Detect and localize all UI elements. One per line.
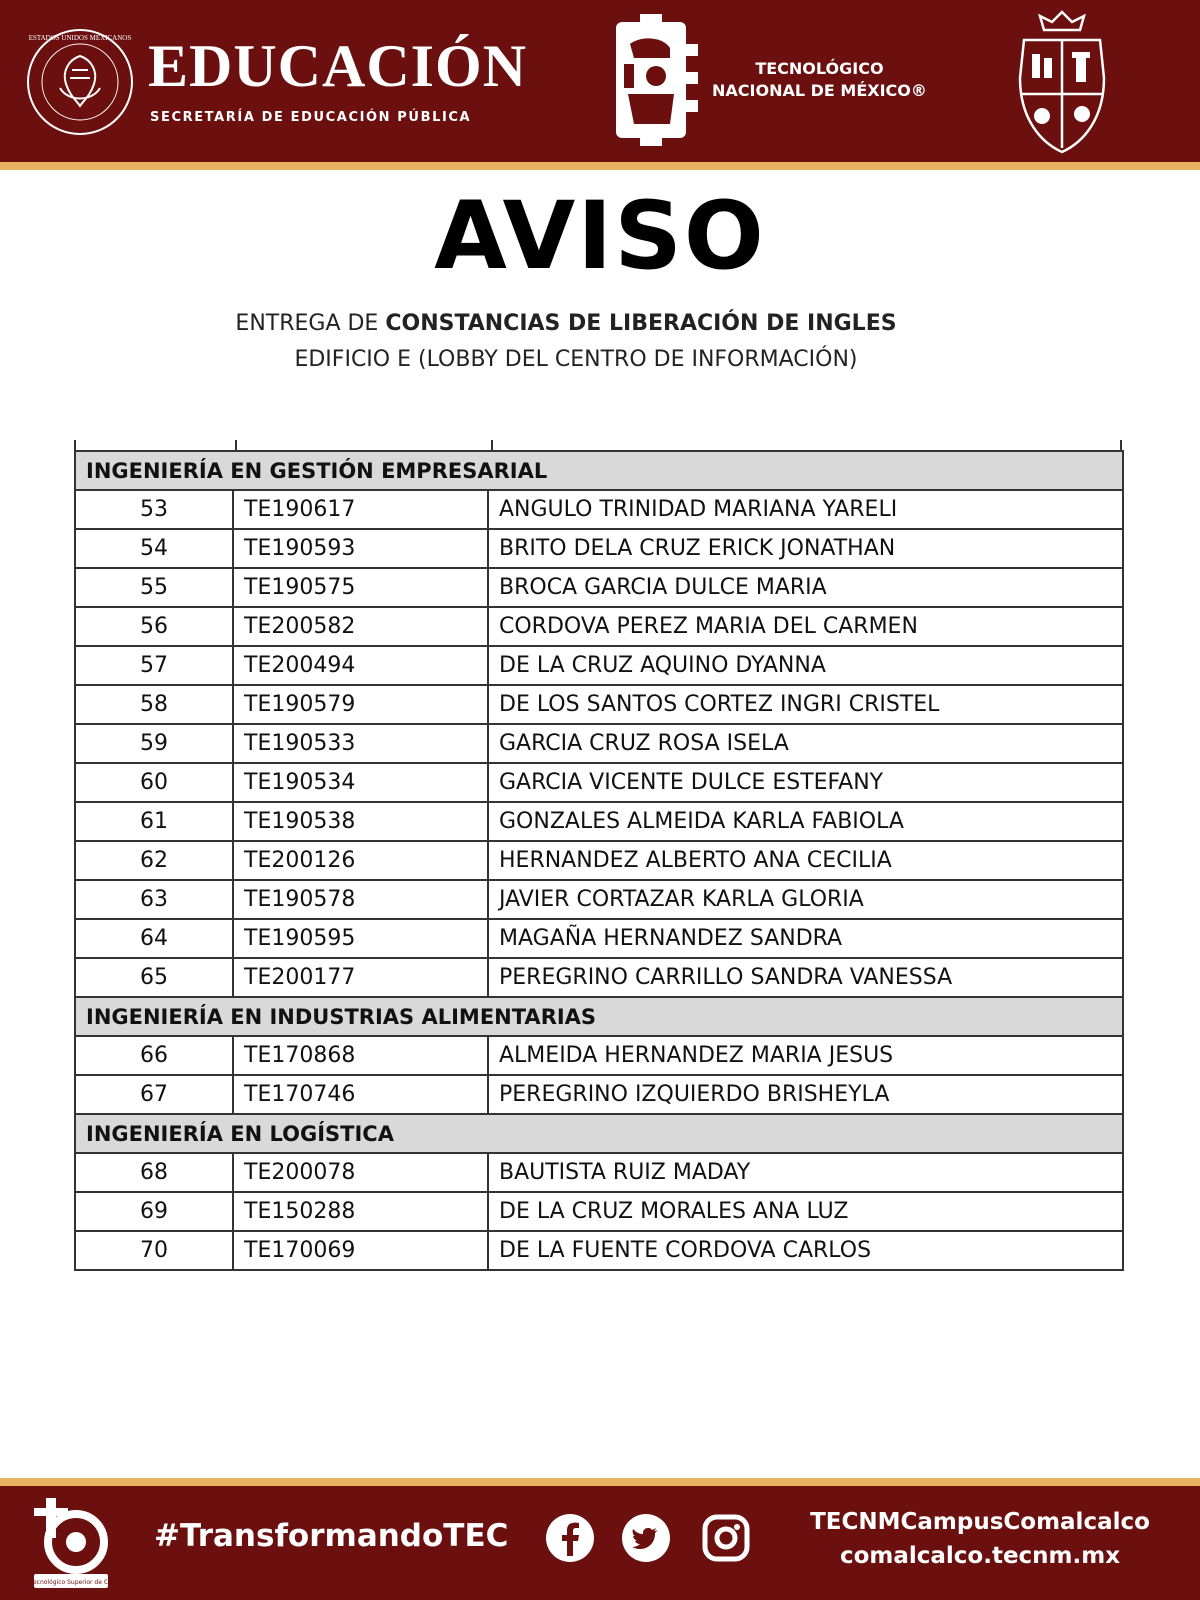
student-name: MAGAÑA HERNANDEZ SANDRA <box>488 919 1123 958</box>
row-number: 55 <box>75 568 233 607</box>
table-row <box>75 646 1123 685</box>
control-number: TE190533 <box>233 724 488 763</box>
control-number: TE170069 <box>233 1231 488 1270</box>
table-row <box>75 919 1123 958</box>
control-number: TE200494 <box>233 646 488 685</box>
mexican-seal-icon <box>24 26 136 138</box>
table-row <box>75 607 1123 646</box>
row-number: 64 <box>75 919 233 958</box>
row-number: 63 <box>75 880 233 919</box>
tecnm-gear-logo-icon <box>610 14 706 146</box>
section-header-row <box>75 1114 1123 1153</box>
student-name: JAVIER CORTAZAR KARLA GLORIA <box>488 880 1123 919</box>
student-name: GARCIA CRUZ ROSA ISELA <box>488 724 1123 763</box>
student-name: DE LA CRUZ AQUINO DYANNA <box>488 646 1123 685</box>
table-row <box>75 724 1123 763</box>
control-number: TE190617 <box>233 490 488 529</box>
footer-gold-stripe <box>0 1478 1200 1486</box>
control-number: TE190534 <box>233 763 488 802</box>
table-row <box>75 1153 1123 1192</box>
section-title: INGENIERÍA EN INDUSTRIAS ALIMENTARIAS <box>75 997 1123 1036</box>
notice-line1-prefix: ENTREGA DE <box>235 311 386 336</box>
student-name: GARCIA VICENTE DULCE ESTEFANY <box>488 763 1123 802</box>
section-header-row <box>75 451 1123 490</box>
control-number: TE150288 <box>233 1192 488 1231</box>
table-row <box>75 763 1123 802</box>
row-number: 70 <box>75 1231 233 1270</box>
student-name: DE LOS SANTOS CORTEZ INGRI CRISTEL <box>488 685 1123 724</box>
table-row <box>75 1231 1123 1270</box>
table-row <box>75 841 1123 880</box>
section-header-row <box>75 997 1123 1036</box>
social-handle[interactable]: TECNMCampusComalcalco <box>810 1509 1150 1535</box>
table-row <box>75 529 1123 568</box>
facebook-icon[interactable] <box>544 1512 596 1564</box>
table-row <box>75 880 1123 919</box>
table-row <box>75 1036 1123 1075</box>
section-title: INGENIERÍA EN LOGÍSTICA <box>75 1114 1123 1153</box>
table-row <box>75 1192 1123 1231</box>
table-row <box>75 958 1123 997</box>
student-name: BAUTISTA RUIZ MADAY <box>488 1153 1123 1192</box>
control-number: TE190538 <box>233 802 488 841</box>
control-number: TE190579 <box>233 685 488 724</box>
instagram-icon[interactable] <box>700 1512 752 1564</box>
website-link[interactable]: comalcalco.tecnm.mx <box>839 1543 1121 1569</box>
table-row <box>75 802 1123 841</box>
row-number: 60 <box>75 763 233 802</box>
section-title: INGENIERÍA EN GESTIÓN EMPRESARIAL <box>75 451 1123 490</box>
notice-line1-bold: CONSTANCIAS DE LIBERACIÓN DE INGLES <box>385 311 897 336</box>
student-name: BRITO DELA CRUZ ERICK JONATHAN <box>488 529 1123 568</box>
row-number: 62 <box>75 841 233 880</box>
control-number: TE190578 <box>233 880 488 919</box>
student-name: DE LA CRUZ MORALES ANA LUZ <box>488 1192 1123 1231</box>
row-number: 65 <box>75 958 233 997</box>
student-name: ANGULO TRINIDAD MARIANA YARELI <box>488 490 1123 529</box>
row-number: 69 <box>75 1192 233 1231</box>
row-number: 59 <box>75 724 233 763</box>
student-table <box>74 440 1122 1271</box>
row-number: 53 <box>75 490 233 529</box>
student-name: GONZALES ALMEIDA KARLA FABIOLA <box>488 802 1123 841</box>
table-row <box>75 568 1123 607</box>
row-number: 58 <box>75 685 233 724</box>
control-number: TE170746 <box>233 1075 488 1114</box>
control-number: TE170868 <box>233 1036 488 1075</box>
control-number: TE200126 <box>233 841 488 880</box>
student-name: ALMEIDA HERNANDEZ MARIA JESUS <box>488 1036 1123 1075</box>
row-number: 68 <box>75 1153 233 1192</box>
control-number: TE190575 <box>233 568 488 607</box>
tecnm-line2: NACIONAL DE MÉXICO® <box>712 81 927 100</box>
table-row <box>75 1075 1123 1114</box>
svg-text:Instituto Tecnológico Superior: Instituto Tecnológico Superior de Comalcalco <box>3 1579 139 1586</box>
control-number: TE200078 <box>233 1153 488 1192</box>
row-number: 54 <box>75 529 233 568</box>
footer-contact <box>780 1505 1180 1573</box>
row-number: 61 <box>75 802 233 841</box>
table-row <box>75 490 1123 529</box>
student-name: BROCA GARCIA DULCE MARIA <box>488 568 1123 607</box>
tecnm-line1: TECNOLÓGICO <box>755 59 884 78</box>
hashtag: #TransformandoTEC <box>154 1518 509 1554</box>
cut-off-row <box>74 440 1122 450</box>
student-name: DE LA FUENTE CORDOVA CARLOS <box>488 1231 1123 1270</box>
student-name: CORDOVA PEREZ MARIA DEL CARMEN <box>488 607 1123 646</box>
svg-text:ESTADOS UNIDOS MEXICANOS: ESTADOS UNIDOS MEXICANOS <box>28 34 132 42</box>
student-name: PEREGRINO IZQUIERDO BRISHEYLA <box>488 1075 1123 1114</box>
row-number: 67 <box>75 1075 233 1114</box>
notice-title: AVISO <box>434 182 766 291</box>
student-name: HERNANDEZ ALBERTO ANA CECILIA <box>488 841 1123 880</box>
row-number: 66 <box>75 1036 233 1075</box>
sep-title: EDUCACIÓN <box>148 33 528 99</box>
notice-line2: EDIFICIO E (LOBBY DEL CENTRO DE INFORMACIÓN) <box>294 347 858 372</box>
row-number: 56 <box>75 607 233 646</box>
student-name: PEREGRINO CARRILLO SANDRA VANESSA <box>488 958 1123 997</box>
header-gold-stripe <box>0 162 1200 170</box>
tecnm-name <box>712 58 927 102</box>
control-number: TE200177 <box>233 958 488 997</box>
control-number: TE190593 <box>233 529 488 568</box>
notice-line1 <box>0 311 1166 336</box>
coat-of-arms-icon <box>1010 8 1114 156</box>
control-number: TE200582 <box>233 607 488 646</box>
table-row <box>75 685 1123 724</box>
twitter-icon[interactable] <box>620 1512 672 1564</box>
row-number: 57 <box>75 646 233 685</box>
control-number: TE190595 <box>233 919 488 958</box>
sep-subtitle: SECRETARÍA DE EDUCACIÓN PÚBLICA <box>150 110 472 125</box>
itsc-logo-icon <box>3 1494 139 1594</box>
